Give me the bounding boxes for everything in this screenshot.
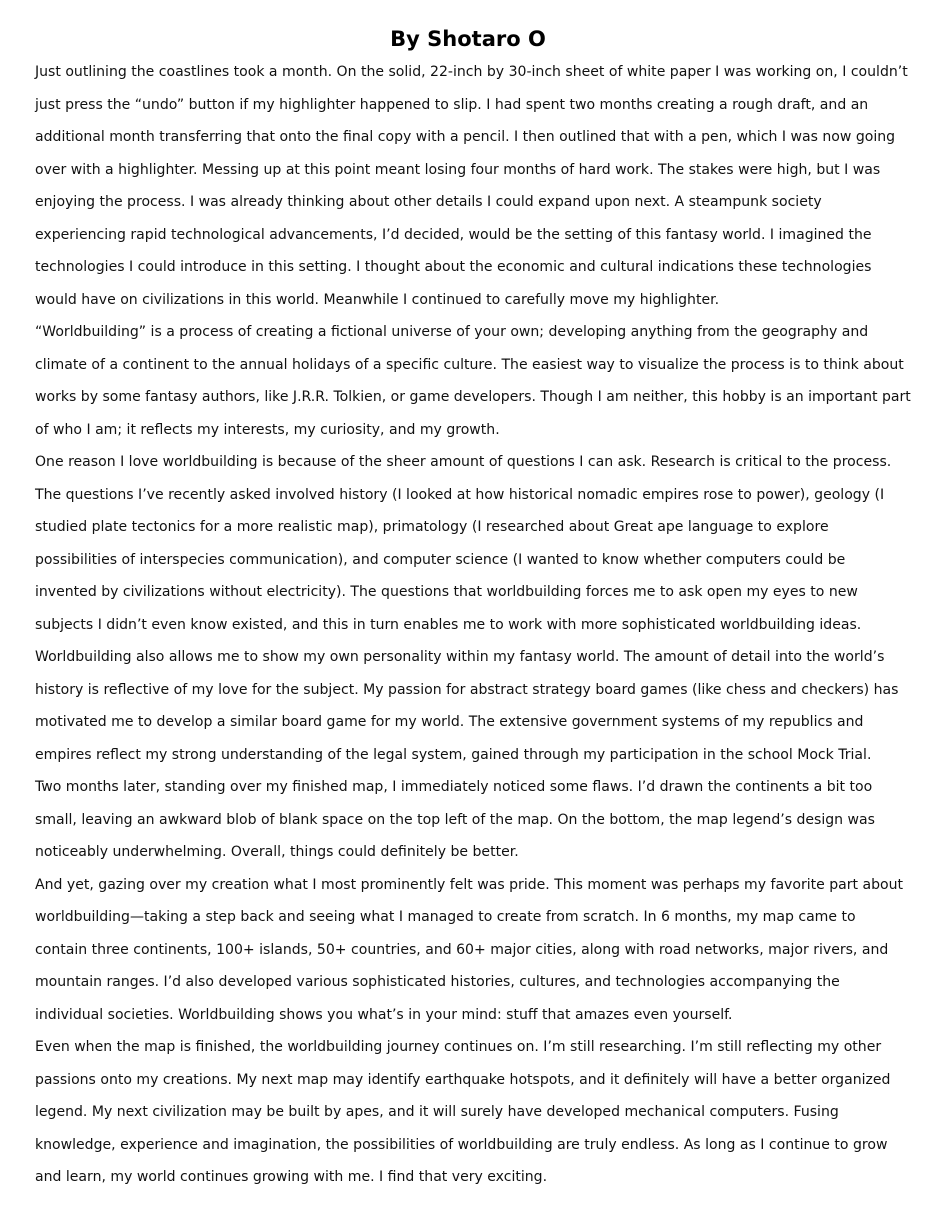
document-title: By Shotaro O: [390, 27, 546, 51]
paragraph-1: Just outlining the coastlines took a month. On the solid, 22-inch by 30-inch sheet of white paper I was working on, I couldn’t just press the “undo” button if my highlighter happened to slip. I had spent two months creating a rough draft, and an additional month transferring that onto the final copy with a pencil. I then outlined that with a pen, which I was now going over with a highlighter. Messing up at this point meant losing four months of hard work. The stakes were high, but I was enjoying the process. I was already thinking about other details I could expand upon next. A steampunk society experiencing rapid technological advancements, I’d decided, would be the setting of this fantasy world. I imagined the technologies I could introduce in this setting. I thought about the economic and cultural indications these technologies would have on civilizations in this world. Meanwhile I continued to carefully move my highlighter.: [35, 64, 908, 308]
document-body: [35, 56, 911, 1194]
paragraph-3: One reason I love worldbuilding is because of the sheer amount of questions I can ask. Research is critical to the process. The questions I’ve recently asked involved history (I looked at how historical nomadic empires rose to power), geology (I studied plate tectonics for a more realistic map), primatology (I researched about Great ape language to explore possibilities of interspecies communication), and computer science (I wanted to know whether computers could be invented by civilizations without electricity). The questions that worldbuilding forces me to ask open my eyes to new subjects I didn’t even know existed, and this in turn enables me to work with more sophisticated worldbuilding ideas.: [35, 454, 892, 633]
paragraph-4: Worldbuilding also allows me to show my own personality within my fantasy world. The amount of detail into the world’s history is reflective of my love for the subject. My passion for abstract strategy board games (like chess and checkers) has motivated me to develop a similar board game for my world. The extensive government systems of my republics and empires reflect my strong understanding of the legal system, gained through my participation in the school Mock Trial.: [35, 649, 899, 763]
paragraph-6: And yet, gazing over my creation what I most prominently felt was pride. This moment was perhaps my favorite part about worldbuilding—taking a step back and seeing what I managed to create from scratch. In 6 months, my map came to contain three continents, 100+ islands, 50+ countries, and 60+ major cities, along with road networks, major rivers, and mountain ranges. I’d also developed various sophisticated histories, cultures, and technologies accompanying the individual societies. Worldbuilding shows you what’s in your mind: stuff that amazes even yourself.: [35, 876, 904, 1023]
paragraph-7: Even when the map is finished, the worldbuilding journey continues on. I’m still researching. I’m still reflecting my other passions onto my creations. My next map may identify earthquake hotspots, and it definitely will have a better organized legend. My next civilization may be built by apes, and it will surely have developed mechanical computers. Fusing knowledge, experience and imagination, the possibilities of worldbuilding are truly endless. As long as I continue to grow and learn, my world continues growing with me. I find that very exciting.: [35, 1039, 891, 1185]
paragraph-5: Two months later, standing over my finished map, I immediately noticed some flaws. I’d drawn the continents a bit too small, leaving an awkward blob of blank space on the top left of the map. On the bottom, the map legend’s design was noticeably underwhelming. Overall, things could definitely be better.: [35, 779, 875, 860]
paragraph-2: “Worldbuilding” is a process of creating a fictional universe of your own; developing anything from the geography and climate of a continent to the annual holidays of a specific culture. The easiest way to visualize the process is to think about works by some fantasy authors, like J.R.R. Tolkien, or game developers. Though I am neither, this hobby is an important part of who I am; it reflects my interests, my curiosity, and my growth.: [35, 324, 911, 438]
